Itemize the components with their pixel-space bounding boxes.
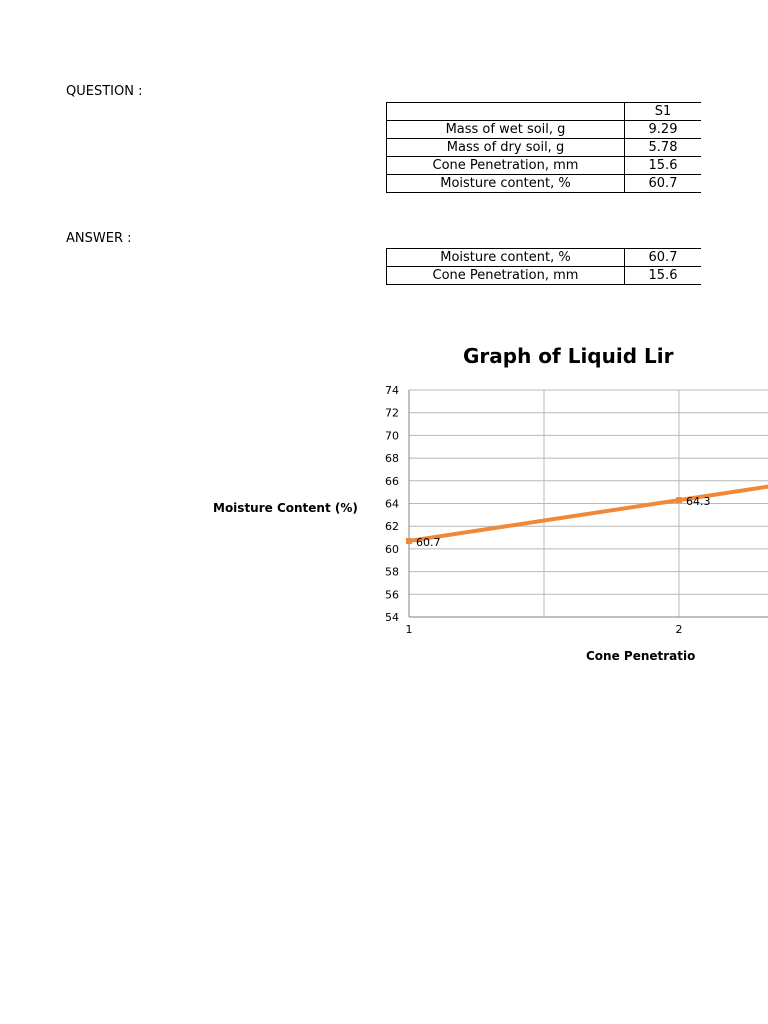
y-tick-label: 66 (385, 474, 399, 488)
x-tick-label: 2 (675, 623, 683, 636)
data-point (406, 538, 412, 544)
row-value: 60.7 (625, 249, 702, 267)
table-header-row (387, 103, 702, 121)
y-tick-label: 58 (385, 565, 399, 579)
x-axis-title: Cone Penetratio (586, 649, 696, 663)
answer-table (386, 248, 701, 285)
row-value: 60.7 (625, 175, 702, 193)
chart-container (180, 330, 711, 670)
y-tick-label: 54 (385, 611, 399, 624)
table-row (387, 175, 702, 193)
table-row (387, 157, 702, 175)
row-label: Mass of dry soil, g (387, 139, 625, 157)
y-tick-label: 64 (385, 497, 399, 511)
y-tick-label: 72 (385, 406, 399, 420)
table-header-cell: S1 (625, 103, 702, 121)
y-tick-label: 60 (385, 542, 399, 556)
row-label: Cone Penetration, mm (387, 157, 625, 175)
x-tick-label: 1 (405, 623, 413, 636)
y-tick-label: 68 (385, 452, 399, 466)
y-tick-label: 62 (385, 520, 399, 534)
table-row (387, 121, 702, 139)
row-label: Moisture content, % (387, 175, 625, 193)
row-value: 15.6 (625, 267, 702, 285)
data-label: 64.3 (686, 495, 711, 509)
liquid-limit-chart (180, 330, 711, 670)
data-point (676, 497, 682, 503)
y-tick-label: 74 (385, 384, 399, 397)
table-row (387, 139, 702, 157)
y-axis-title: Moisture Content (%) (213, 501, 358, 515)
answer-label: ANSWER : (66, 231, 132, 246)
row-value: 15.6 (625, 157, 702, 175)
table-row (387, 249, 702, 267)
chart-title: Graph of Liquid Lir (463, 344, 674, 368)
question-table (386, 102, 701, 193)
data-label: 60.7 (416, 535, 441, 549)
row-label: Moisture content, % (387, 249, 625, 267)
table-row (387, 267, 702, 285)
row-label: Mass of wet soil, g (387, 121, 625, 139)
row-value: 9.29 (625, 121, 702, 139)
series-line (409, 459, 768, 541)
row-label: Cone Penetration, mm (387, 267, 625, 285)
y-tick-label: 70 (385, 429, 399, 443)
question-label: QUESTION : (66, 84, 143, 99)
table-header-cell (387, 103, 625, 121)
y-tick-label: 56 (385, 588, 399, 602)
row-value: 5.78 (625, 139, 702, 157)
